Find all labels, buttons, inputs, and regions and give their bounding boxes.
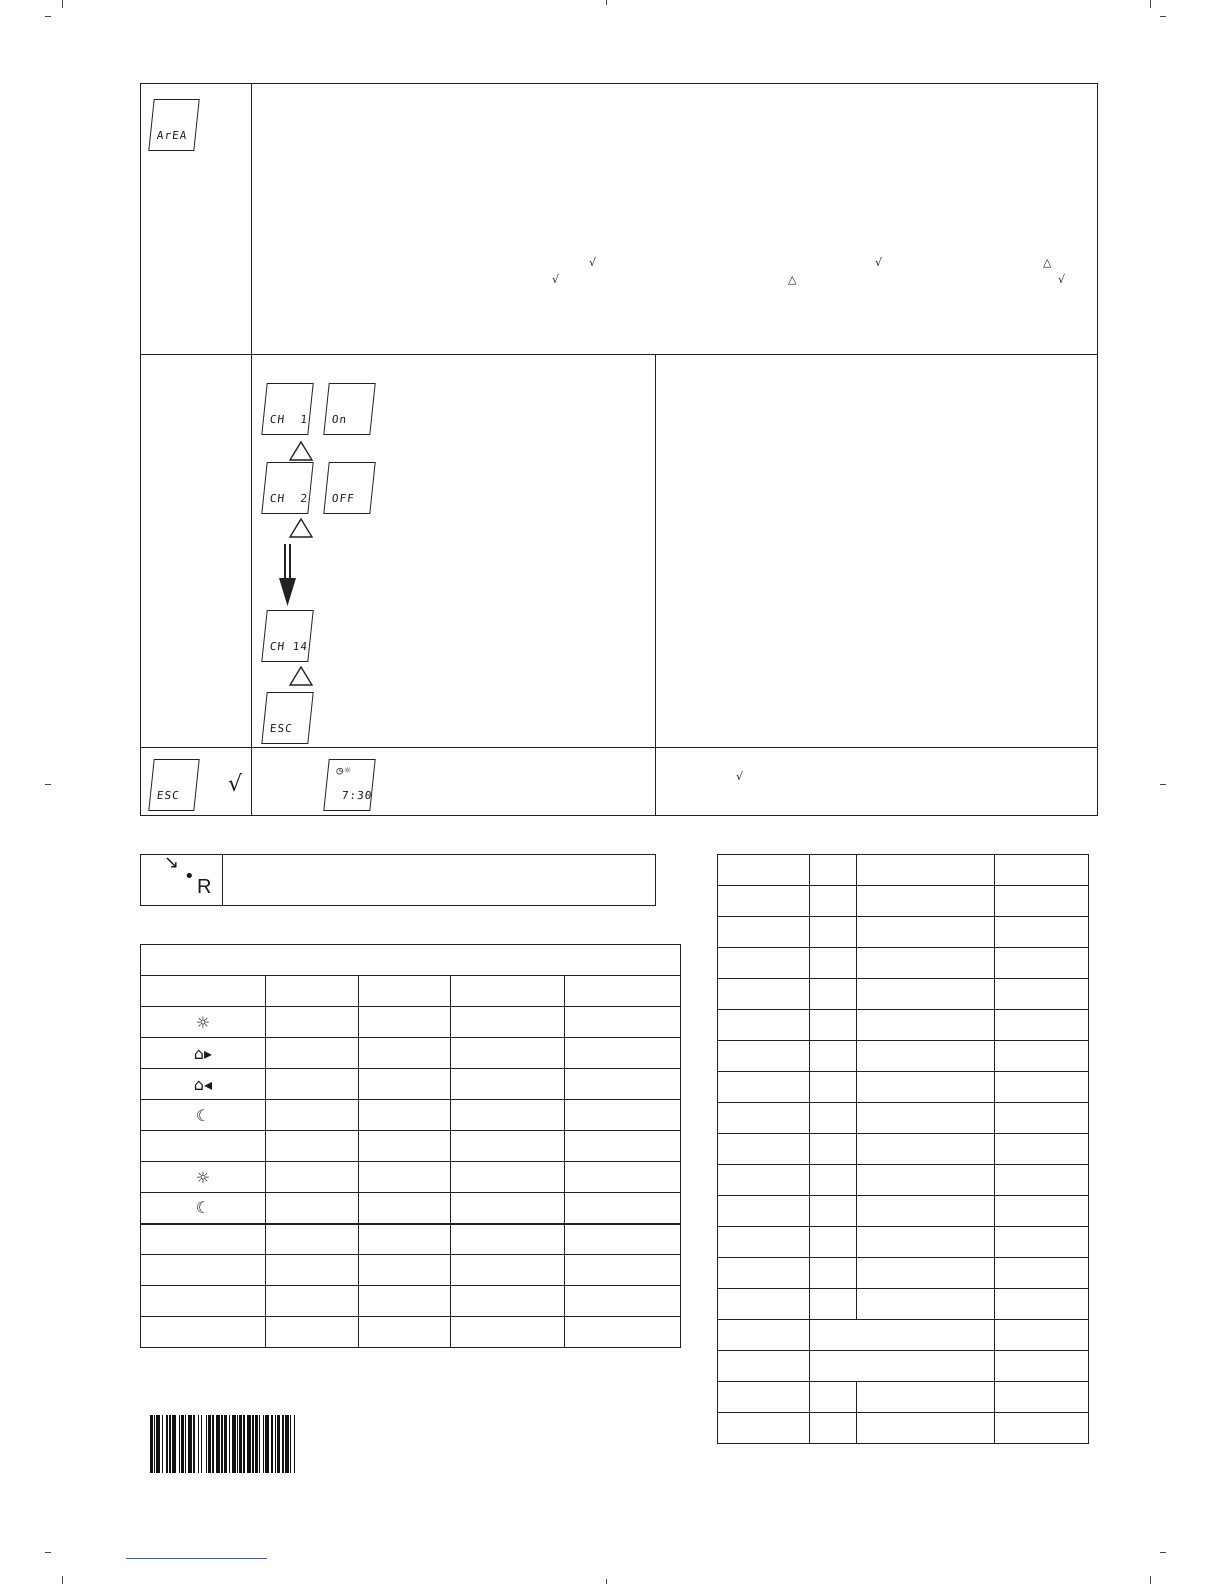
esc-lcd: ESC — [148, 759, 199, 811]
table-cell — [718, 1413, 810, 1444]
sun-icon: ☼ — [141, 1007, 266, 1038]
off-lcd: OFF — [323, 462, 375, 514]
barcode-bar — [295, 1415, 296, 1473]
clock-sun-icon: ◷☼ — [335, 764, 353, 777]
arrow-icon: ↘ — [164, 852, 180, 873]
moon-icon: ☾ — [141, 1193, 266, 1224]
table-row — [718, 1351, 1089, 1382]
table-row — [718, 1196, 1089, 1227]
reset-label: R — [197, 876, 212, 898]
table-cell — [809, 948, 856, 979]
table-cell — [856, 855, 995, 886]
table-cell — [856, 1289, 995, 1320]
crop-mark — [62, 0, 63, 8]
table-row — [718, 917, 1089, 948]
table-cell — [718, 1382, 810, 1413]
crop-mark — [62, 1576, 63, 1584]
table-cell — [809, 979, 856, 1010]
table-cell — [809, 1289, 856, 1320]
ch2-lcd: CH 2 — [261, 462, 313, 514]
schedule-table — [140, 975, 681, 1348]
table-row — [718, 1413, 1089, 1444]
table-row — [718, 855, 1089, 886]
triangle-up-icon — [288, 517, 314, 539]
table-cell — [856, 886, 995, 917]
check-icon: √ — [228, 772, 243, 797]
table-cell — [718, 1289, 810, 1320]
table-cell — [809, 1320, 995, 1351]
channel-table — [717, 854, 1089, 1444]
triangle-up-icon — [288, 665, 314, 687]
table-row — [718, 979, 1089, 1010]
table-cell — [809, 1196, 856, 1227]
table-cell — [809, 1258, 856, 1289]
table-cell — [809, 1413, 856, 1444]
table-cell — [995, 1351, 1089, 1382]
table-cell — [995, 979, 1089, 1010]
table-row — [718, 1227, 1089, 1258]
table-cell — [856, 1072, 995, 1103]
crop-mark — [1150, 1576, 1151, 1584]
table-cell — [718, 1320, 810, 1351]
table-cell — [995, 886, 1089, 917]
table-cell — [995, 1010, 1089, 1041]
table-row — [718, 948, 1089, 979]
sun-icon: ☼ — [141, 1162, 266, 1193]
divider — [222, 854, 223, 906]
barcode — [150, 1415, 340, 1473]
check-icon: √ — [589, 256, 597, 269]
crop-mark — [606, 0, 607, 5]
schedule-table-header — [140, 944, 681, 976]
table-cell — [809, 1072, 856, 1103]
table-cell — [809, 1382, 856, 1413]
table-cell — [856, 1413, 995, 1444]
table-cell — [809, 917, 856, 948]
table-cell — [718, 1103, 810, 1134]
crop-mark — [45, 16, 51, 17]
table-cell — [856, 1103, 995, 1134]
crop-mark — [606, 1579, 607, 1584]
table-cell — [718, 1072, 810, 1103]
table-cell — [856, 979, 995, 1010]
down-arrow-icon — [276, 544, 300, 608]
table-row — [718, 1010, 1089, 1041]
table-cell — [856, 948, 995, 979]
table-cell — [718, 1196, 810, 1227]
table-cell — [995, 1258, 1089, 1289]
table-row — [718, 1320, 1089, 1351]
reset-box — [140, 854, 656, 906]
footer-link-underline — [126, 1558, 267, 1559]
table-row — [718, 1289, 1089, 1320]
table-row — [718, 1134, 1089, 1165]
table-cell — [995, 855, 1089, 886]
table-cell — [718, 948, 810, 979]
table-cell — [856, 1041, 995, 1072]
table-cell — [995, 1165, 1089, 1196]
table-cell — [856, 1196, 995, 1227]
table-cell — [809, 855, 856, 886]
esc-lcd: ESC — [261, 692, 313, 744]
house-return-icon: ⌂◂ — [141, 1069, 266, 1100]
table-cell — [809, 1227, 856, 1258]
table-cell — [995, 1320, 1089, 1351]
table-cell — [995, 917, 1089, 948]
triangle-up-icon — [288, 440, 314, 462]
table-cell — [718, 1041, 810, 1072]
table-row — [718, 1165, 1089, 1196]
table-cell — [809, 1103, 856, 1134]
table-cell — [718, 886, 810, 917]
table-cell — [995, 1227, 1089, 1258]
table-cell — [995, 1072, 1089, 1103]
table-cell — [718, 979, 810, 1010]
divider — [140, 354, 1098, 355]
house-leave-icon: ⌂▸ — [141, 1038, 266, 1069]
table-cell — [995, 1382, 1089, 1413]
ch1-lcd: CH 1 — [261, 383, 313, 435]
crop-mark — [1150, 0, 1151, 8]
crop-mark — [45, 784, 51, 785]
table-cell — [995, 948, 1089, 979]
table-row — [718, 886, 1089, 917]
crop-mark — [1160, 1552, 1166, 1553]
table-cell — [995, 1413, 1089, 1444]
table-cell — [856, 1227, 995, 1258]
table-cell — [995, 1134, 1089, 1165]
divider — [140, 747, 1098, 748]
table-row — [718, 1103, 1089, 1134]
crop-mark — [1160, 16, 1166, 17]
table-cell — [718, 1351, 810, 1382]
table-cell — [809, 1134, 856, 1165]
crop-mark — [45, 1552, 51, 1553]
check-icon: √ — [736, 770, 744, 783]
table-cell — [856, 1382, 995, 1413]
ch14-lcd: CH 14 — [261, 610, 313, 662]
check-icon: √ — [875, 256, 883, 269]
table-cell — [809, 1010, 856, 1041]
table-cell — [856, 1134, 995, 1165]
table-row — [718, 1072, 1089, 1103]
table-cell — [809, 1041, 856, 1072]
table-cell — [995, 1289, 1089, 1320]
table-cell — [995, 1041, 1089, 1072]
table-cell — [856, 1258, 995, 1289]
divider — [251, 83, 252, 816]
table-row — [718, 1382, 1089, 1413]
table-cell — [995, 1196, 1089, 1227]
table-cell — [718, 1258, 810, 1289]
table-cell — [718, 1165, 810, 1196]
table-cell — [809, 1351, 995, 1382]
table-cell — [809, 886, 856, 917]
moon-icon: ☾ — [141, 1100, 266, 1131]
on-lcd: On — [323, 383, 375, 435]
table-row — [718, 1041, 1089, 1072]
table-cell — [718, 1227, 810, 1258]
table-cell — [718, 917, 810, 948]
table-cell — [718, 855, 810, 886]
table-cell — [856, 1010, 995, 1041]
table-cell — [809, 1165, 856, 1196]
time-lcd: ◷☼ 7:30 — [323, 759, 375, 811]
table-cell — [718, 1010, 810, 1041]
table-cell — [856, 1165, 995, 1196]
check-icon: √ — [552, 273, 560, 286]
table-cell — [718, 1134, 810, 1165]
table-cell — [856, 917, 995, 948]
triangle-up-icon: △ — [788, 273, 797, 286]
table-row — [718, 1258, 1089, 1289]
table-cell — [995, 1103, 1089, 1134]
area-lcd: ArEA — [148, 99, 199, 151]
triangle-up-icon: △ — [1043, 256, 1052, 269]
crop-mark — [1160, 784, 1166, 785]
check-icon: √ — [1058, 273, 1066, 286]
reset-dot-icon: • — [184, 866, 195, 887]
